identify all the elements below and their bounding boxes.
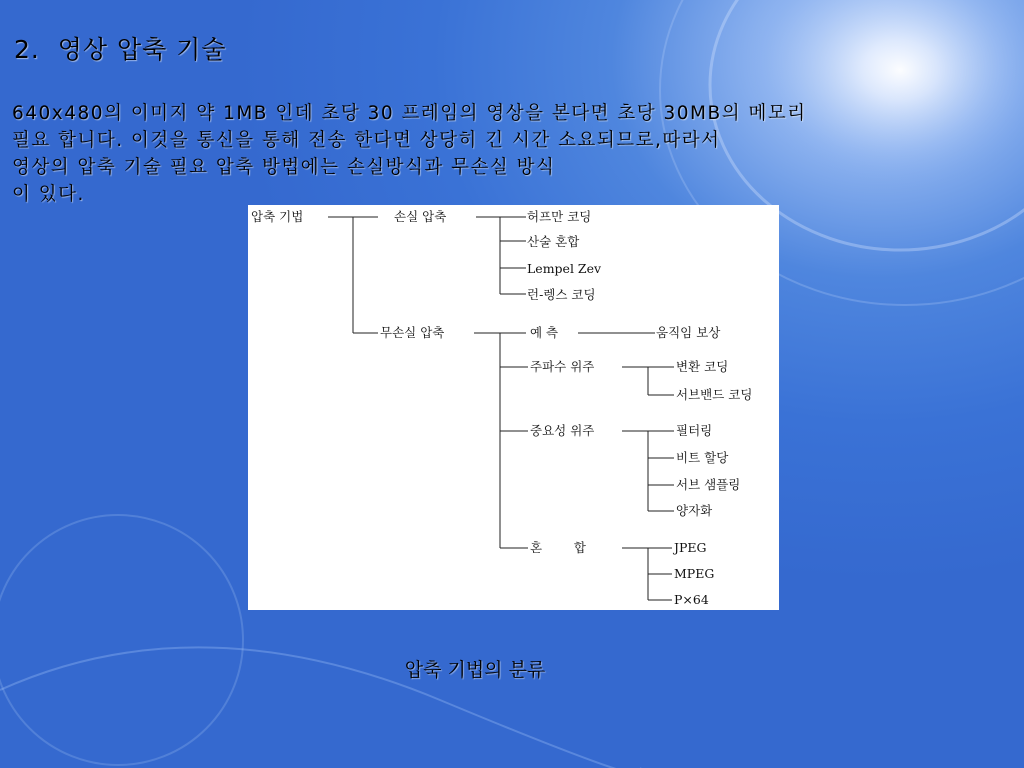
body-line: 필요 합니다. 이것을 통신을 통해 전송 한다면 상당히 긴 시간 소요되므로,따라서 — [12, 130, 721, 151]
compression-taxonomy-figure — [248, 205, 779, 610]
body-line: 이 있다. — [12, 184, 85, 205]
tree-diagram — [248, 205, 779, 610]
tree-leaf: 런-렝스 코딩 — [527, 287, 596, 302]
tree-node-frequency: 주파수 위주 — [530, 359, 595, 374]
tree-node-lossy: 손실 압축 — [394, 209, 447, 224]
tree-leaf: P×64 — [674, 592, 709, 607]
tree-leaf: JPEG — [674, 540, 707, 555]
ring-decoration — [0, 515, 243, 765]
tree-node-prediction: 예 측 — [530, 325, 559, 340]
slide-body-text — [12, 100, 1012, 208]
tree-leaf: 움직임 보상 — [656, 325, 721, 340]
tree-leaf: 산술 혼합 — [527, 234, 580, 249]
tree-leaf: 비트 할당 — [676, 450, 729, 465]
tree-leaf: Lempel Zev — [527, 261, 602, 276]
tree-leaf: 서브밴드 코딩 — [676, 387, 753, 402]
tree-leaf: 필터링 — [676, 423, 713, 438]
tree-node-hybrid: 혼 합 — [530, 540, 586, 555]
body-line: 영상의 압축 기술 필요 압축 방법에는 손실방식과 무손실 방식 — [12, 157, 556, 178]
tree-leaf: 허프만 코딩 — [527, 209, 592, 224]
tree-leaf: 양자화 — [676, 503, 713, 518]
tree-leaf: MPEG — [674, 566, 715, 581]
tree-node-importance: 중요성 위주 — [530, 423, 595, 438]
body-line: 640x480의 이미지 약 1MB 인데 초당 30 프레임의 영상을 본다면 초당 30MB의 메모리 — [12, 103, 807, 124]
slide-title: 2. 영상 압축 기술 — [14, 35, 227, 64]
tree-node-lossless: 무손실 압축 — [380, 325, 445, 340]
tree-leaf: 변환 코딩 — [676, 359, 729, 374]
tree-connectors — [328, 217, 674, 600]
tree-leaf: 서브 샘플링 — [676, 477, 741, 492]
figure-caption: 압축 기법의 분류 — [404, 659, 546, 681]
tree-node-root: 압축 기법 — [251, 209, 304, 224]
